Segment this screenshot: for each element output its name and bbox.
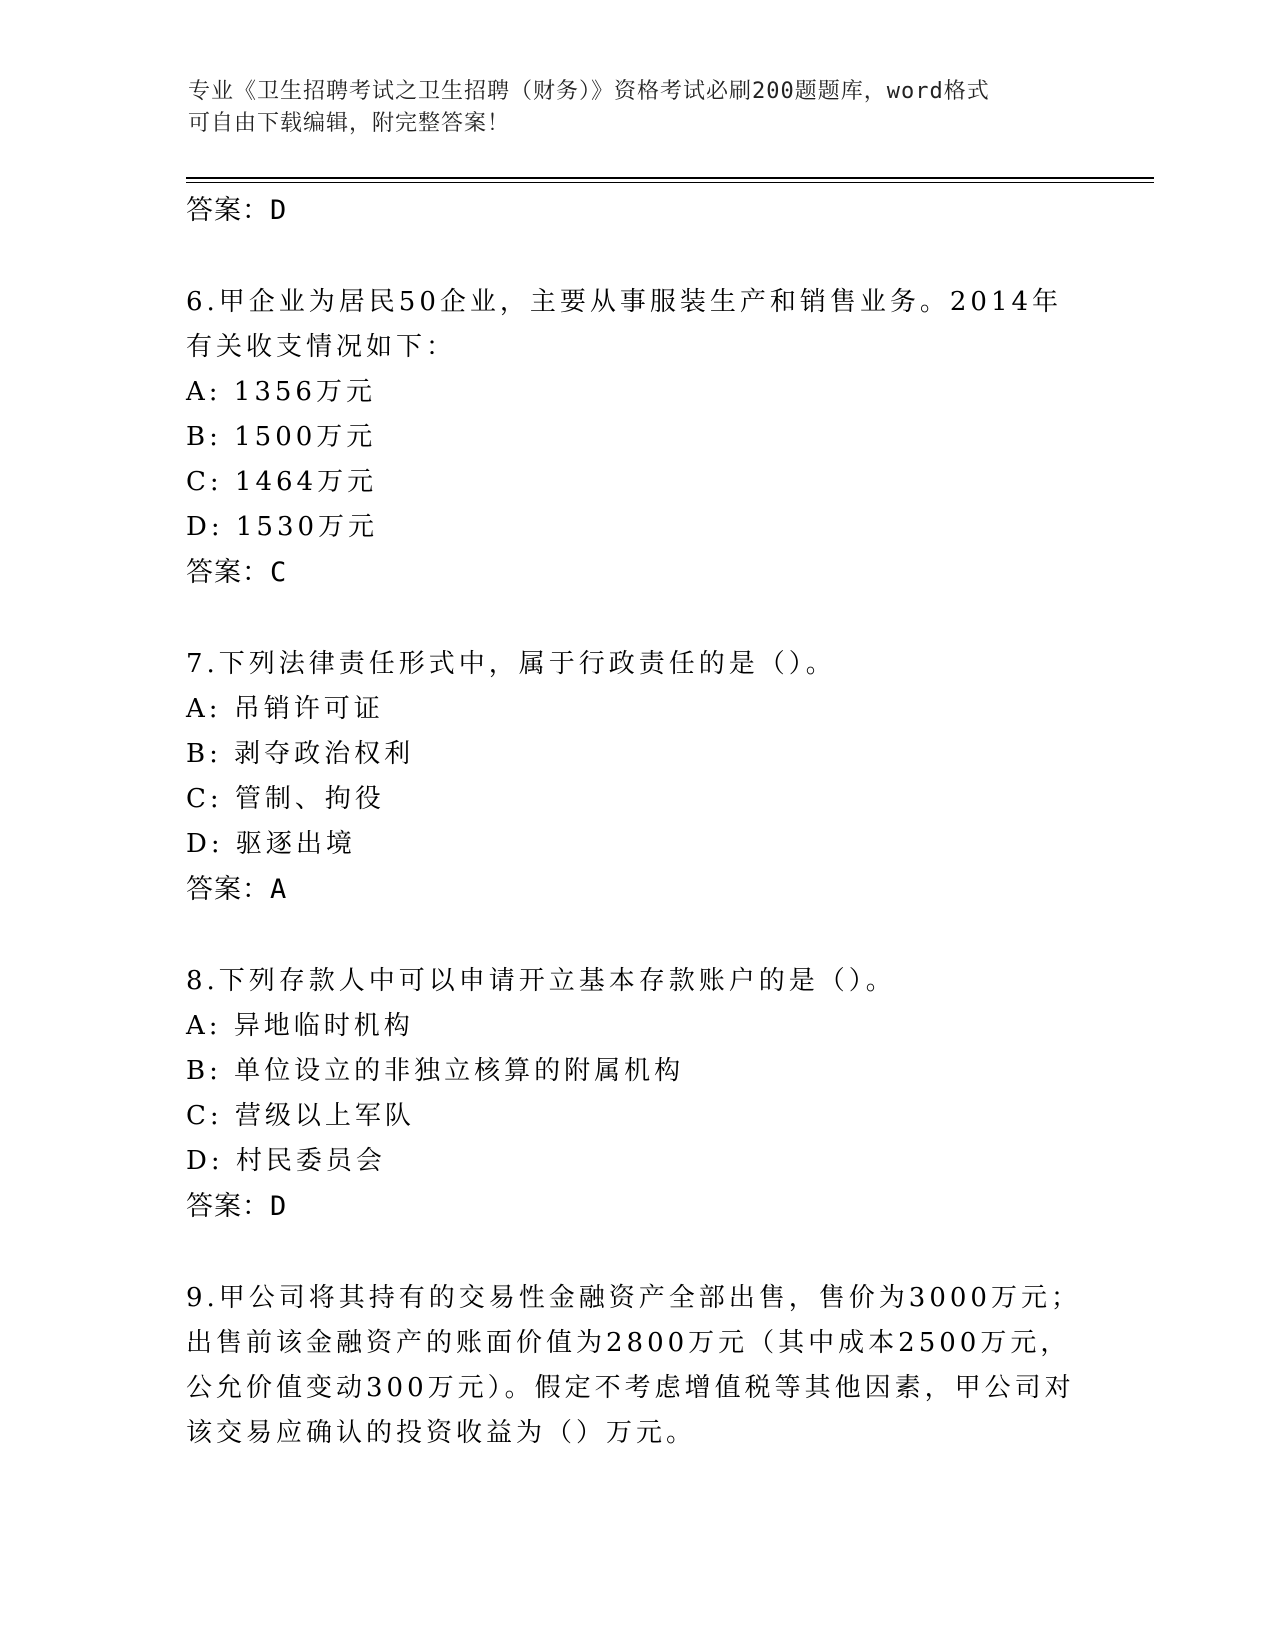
- option-b: B: 1500万元: [186, 422, 377, 452]
- option-d: D: 1530万元: [186, 512, 379, 542]
- answer-label: 答案：D: [186, 195, 288, 226]
- question-text: 6.甲企业为居民50企业，主要从事服装生产和销售业务。2014年有关收支情况如下：: [186, 287, 1063, 362]
- option-c: C: 管制、拘役: [186, 784, 385, 814]
- header-line-2: 可自由下载编辑，附完整答案！: [188, 111, 511, 136]
- option-a: A: 吊销许可证: [186, 694, 384, 724]
- option-c: C: 1464万元: [186, 467, 378, 497]
- option-d: D: 村民委员会: [186, 1146, 386, 1176]
- question-block: [186, 959, 1086, 1229]
- header-rule-thin: [186, 182, 1154, 183]
- question-text: 7.下列法律责任形式中，属于行政责任的是（）。: [186, 649, 836, 679]
- option-a: A: 异地临时机构: [186, 1011, 414, 1041]
- option-a: A: 1356万元: [186, 377, 376, 407]
- question-block: [186, 642, 1086, 912]
- question-list: [186, 188, 1086, 1456]
- answer-label: 答案：D: [186, 1191, 288, 1222]
- header-line-1: 专业《卫生招聘考试之卫生招聘（财务）》资格考试必刷200题题库，word格式: [188, 79, 990, 104]
- question-block: [186, 1276, 1086, 1456]
- header-rule-thick: [186, 177, 1154, 179]
- answer-label: 答案：A: [186, 874, 288, 905]
- document-header: [188, 76, 1068, 140]
- option-d: D: 驱逐出境: [186, 829, 356, 859]
- question-text: 8.下列存款人中可以申请开立基本存款账户的是（）。: [186, 966, 896, 996]
- question-text: 9.甲公司将其持有的交易性金融资产全部出售，售价为3000万元；出售前该金融资产的账面价值为2800万元（其中成本2500万元，公允价值变动300万元）。假定不考虑增值税等其他因素，甲公司对该交易应确认的投资收益为（）万元。: [186, 1283, 1081, 1448]
- option-c: C: 营级以上军队: [186, 1101, 415, 1131]
- option-b: B: 单位设立的非独立核算的附属机构: [186, 1056, 685, 1086]
- option-b: B: 剥夺政治权利: [186, 739, 415, 769]
- answer-label: 答案：C: [186, 557, 288, 588]
- question-block: [186, 280, 1086, 595]
